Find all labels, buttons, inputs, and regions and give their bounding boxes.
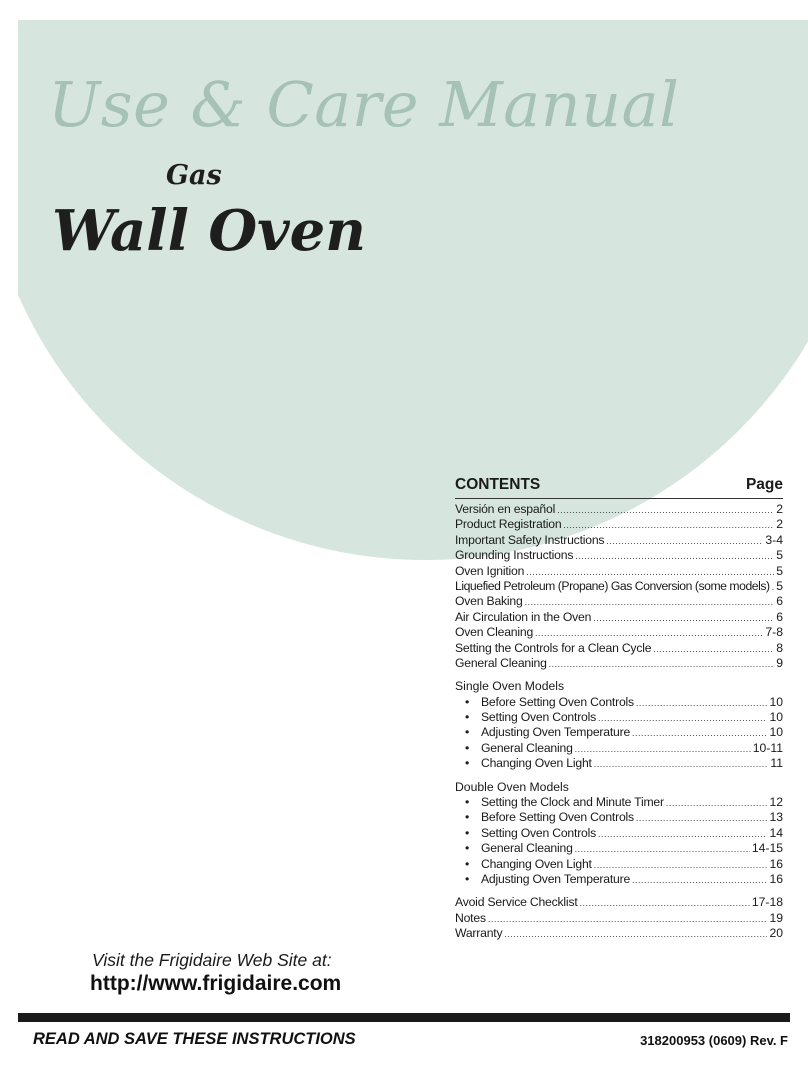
- toc-entry[interactable]: [455, 926, 783, 941]
- toc-subentry[interactable]: [455, 857, 783, 872]
- product-name: Wall Oven: [52, 198, 367, 264]
- footer-instruction: READ AND SAVE THESE INSTRUCTIONS: [33, 1030, 356, 1048]
- toc-subentry[interactable]: [455, 710, 783, 725]
- toc-main-list: [455, 502, 783, 671]
- bullet-icon: •: [465, 795, 470, 810]
- leader-dots: [632, 873, 767, 888]
- toc-double-oven-list: [455, 795, 783, 887]
- toc-entry-label: Adjusting Oven Temperature: [481, 871, 631, 886]
- bullet-icon: •: [465, 856, 470, 871]
- bullet-icon: •: [465, 694, 470, 709]
- toc-entry-label: Oven Cleaning: [455, 625, 534, 640]
- toc-entry-label: General Cleaning: [455, 655, 547, 670]
- toc-entry-label: Grounding Instructions: [455, 548, 574, 563]
- bullet-icon: •: [465, 841, 470, 856]
- toc-entry-page: 16: [769, 856, 783, 871]
- toc-entry-label: Setting the Controls for a Clean Cycle: [455, 640, 652, 655]
- toc-spacer: [455, 887, 783, 895]
- toc-header: [455, 476, 783, 499]
- leader-dots: [575, 549, 774, 564]
- toc-entry-page: 7-8: [765, 625, 783, 640]
- toc-subentry[interactable]: [455, 695, 783, 710]
- table-of-contents: [455, 476, 783, 942]
- toc-entry-page: 11: [770, 756, 783, 771]
- toc-entry-label: Versión en español: [455, 502, 556, 516]
- toc-entry[interactable]: [455, 533, 783, 548]
- toc-entry-page: 6: [776, 594, 783, 609]
- toc-entry-label: Liquefied Petroleum (Propane) Gas Conversion (some models): [455, 578, 770, 593]
- toc-subentry[interactable]: [455, 741, 783, 756]
- leader-dots: [594, 858, 768, 873]
- toc-entry[interactable]: [455, 610, 783, 625]
- toc-entry[interactable]: [455, 579, 783, 594]
- toc-entry-page: 10: [769, 725, 783, 740]
- leader-dots: [525, 595, 775, 610]
- toc-entry-page: 13: [769, 810, 783, 825]
- toc-entry-label: Notes: [455, 910, 486, 925]
- toc-entry-page: 19: [769, 910, 783, 925]
- toc-subentry[interactable]: [455, 756, 783, 771]
- leader-dots: [653, 642, 774, 657]
- bullet-icon: •: [465, 810, 470, 825]
- leader-dots: [535, 626, 763, 641]
- toc-entry[interactable]: [455, 564, 783, 579]
- toc-entry-label: Before Setting Oven Controls: [481, 810, 634, 825]
- toc-entry-page: 17-18: [751, 895, 783, 910]
- toc-page-heading: Page: [745, 476, 783, 493]
- toc-entry-page: 20: [769, 926, 783, 941]
- toc-entry[interactable]: [455, 656, 783, 671]
- toc-entry-page: 5: [776, 563, 783, 578]
- toc-entry-page: 2: [776, 517, 783, 532]
- toc-entry-page: 5: [776, 548, 783, 563]
- leader-dots: [504, 927, 767, 942]
- toc-entry[interactable]: [455, 641, 783, 656]
- bullet-icon: •: [465, 725, 470, 740]
- toc-entry-label: Oven Ignition: [455, 563, 525, 578]
- toc-entry-label: Warranty: [455, 926, 503, 941]
- toc-entry-label: General Cleaning: [481, 740, 573, 755]
- toc-entry-page: 9: [776, 655, 783, 670]
- toc-single-oven-list: [455, 695, 783, 772]
- toc-entry-page: 12: [769, 795, 783, 810]
- toc-entry-label: General Cleaning: [481, 841, 573, 856]
- leader-dots: [526, 565, 774, 580]
- toc-entry[interactable]: [455, 548, 783, 563]
- bullet-icon: •: [465, 710, 470, 725]
- toc-entry-page: 10: [769, 694, 783, 709]
- leader-dots: [488, 912, 768, 927]
- document-number: 318200953 (0609) Rev. F: [640, 1033, 788, 1048]
- toc-entry[interactable]: [455, 625, 783, 640]
- toc-entry-label: Oven Baking: [455, 594, 523, 609]
- leader-dots: [549, 657, 775, 672]
- leader-dots: [598, 711, 767, 726]
- toc-entry-page: 10: [769, 710, 783, 725]
- website-link[interactable]: http://www.frigidaire.com: [90, 972, 342, 995]
- toc-entry-label: Before Setting Oven Controls: [481, 694, 634, 709]
- toc-entry-label: Product Registration: [455, 517, 562, 532]
- leader-dots: [666, 796, 768, 811]
- bullet-icon: •: [465, 825, 470, 840]
- toc-subentry[interactable]: [455, 826, 783, 841]
- toc-entry-label: Setting the Clock and Minute Timer: [481, 795, 664, 810]
- toc-entry-label: Changing Oven Light: [481, 856, 592, 871]
- toc-entry-label: Avoid Service Checklist: [455, 895, 578, 910]
- toc-entry-label: Setting Oven Controls: [481, 825, 597, 840]
- leader-dots: [606, 534, 763, 549]
- toc-entry[interactable]: [455, 594, 783, 609]
- toc-subentry[interactable]: [455, 795, 783, 810]
- manual-title: Use & Care Manual: [48, 68, 680, 141]
- leader-dots: [575, 842, 750, 857]
- leader-dots: [580, 896, 750, 911]
- toc-subentry[interactable]: [455, 725, 783, 740]
- toc-entry[interactable]: [455, 502, 783, 517]
- toc-entry-page: 8: [776, 640, 783, 655]
- toc-group-title-double: Double Oven Models: [455, 779, 569, 794]
- toc-entry-label: Air Circulation in the Oven: [455, 609, 592, 624]
- leader-dots: [636, 811, 768, 826]
- bullet-icon: •: [465, 871, 470, 886]
- toc-entry[interactable]: [455, 911, 783, 926]
- leader-dots: [598, 827, 767, 842]
- leader-dots: [557, 503, 774, 518]
- leader-dots: [772, 580, 775, 595]
- leader-dots: [563, 518, 774, 533]
- toc-end-list: [455, 895, 783, 941]
- toc-entry-page: 6: [776, 609, 783, 624]
- toc-entry-page: 16: [769, 871, 783, 886]
- toc-entry-label: Setting Oven Controls: [481, 710, 597, 725]
- leader-dots: [632, 726, 767, 741]
- fuel-type-label: Gas: [166, 160, 222, 191]
- leader-dots: [594, 757, 769, 772]
- toc-entry-page: 2: [776, 502, 783, 516]
- footer-divider: [18, 1013, 790, 1022]
- bullet-icon: •: [465, 740, 470, 755]
- toc-heading: CONTENTS: [455, 476, 541, 493]
- leader-dots: [636, 696, 768, 711]
- toc-entry-label: Changing Oven Light: [481, 756, 592, 771]
- toc-entry-page: 14-15: [751, 841, 783, 856]
- toc-subentry[interactable]: [455, 872, 783, 887]
- toc-subentry[interactable]: [455, 841, 783, 856]
- page-margin-left: [0, 0, 18, 1071]
- page-margin-top: [0, 0, 808, 20]
- toc-entry-page: 10-11: [752, 740, 783, 755]
- toc-entry-label: Adjusting Oven Temperature: [481, 725, 631, 740]
- toc-entry-page: 3-4: [765, 532, 783, 547]
- toc-group-title-single: Single Oven Models: [455, 679, 565, 694]
- bullet-icon: •: [465, 756, 470, 771]
- toc-entry[interactable]: [455, 517, 783, 532]
- leader-dots: [593, 611, 774, 626]
- toc-entry[interactable]: [455, 895, 783, 910]
- website-invite-text: Visit the Frigidaire Web Site at:: [92, 950, 332, 970]
- toc-subentry[interactable]: [455, 810, 783, 825]
- toc-entry-label: Important Safety Instructions: [455, 532, 605, 547]
- toc-entry-page: 14: [769, 825, 783, 840]
- leader-dots: [575, 742, 751, 757]
- toc-entry-page: 5: [776, 578, 783, 593]
